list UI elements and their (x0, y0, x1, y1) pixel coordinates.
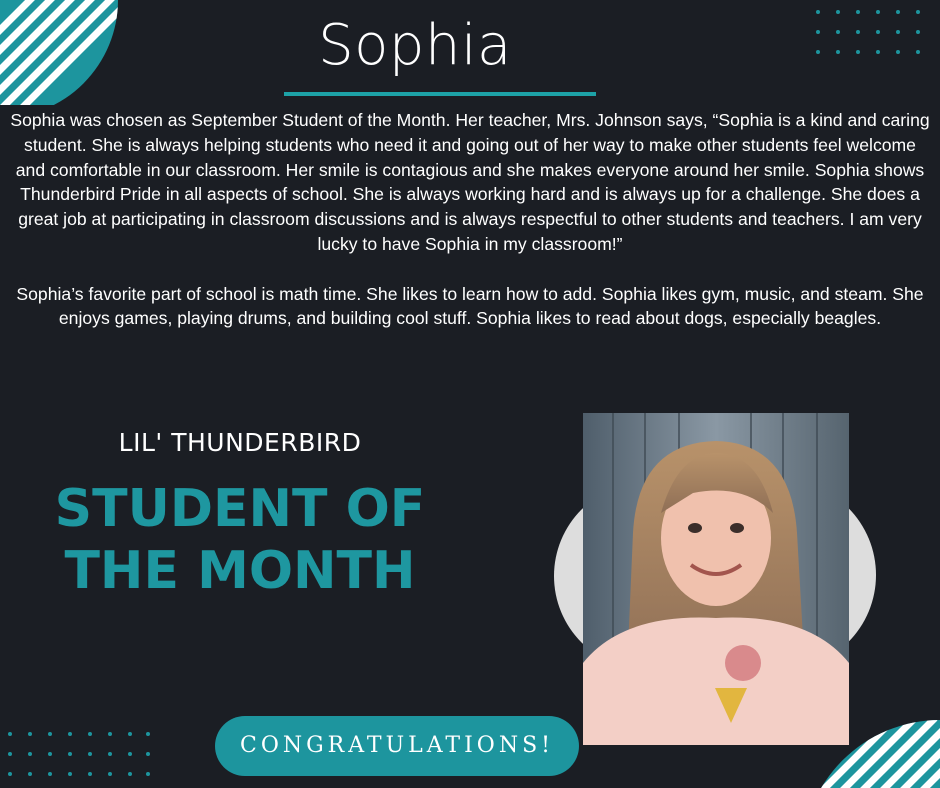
description-text (8, 108, 932, 356)
congratulations-banner: CONGRATULATIONS! (215, 716, 579, 776)
description-paragraph-2: Sophia’s favorite part of school is math time. She likes to learn how to add. Sophia likes gym, music, and steam. She enjoys games, playing drums, and building cool stuff. Sophia likes to read about dogs, especially beagles. (16, 283, 924, 329)
student-of-the-month-heading (20, 478, 460, 602)
dot-grid-top-right (812, 6, 937, 60)
heading-line-1: STUDENT OF (54, 479, 426, 539)
lil-thunderbird-subtitle: LIL' THUNDERBIRD (118, 428, 362, 457)
dot-grid-bottom-left (6, 728, 156, 788)
student-name-title: Sophia (318, 13, 512, 78)
student-photo (583, 413, 849, 745)
description-paragraph-1: Sophia was chosen as September Student of the Month. Her teacher, Mrs. Johnson says, “Sophia is a kind and caring student. She is always helping students who need it and going out of her way to make other students feel welcome and comfortable in our classroom. Her smile is contagious and she makes everyone around her smile. Sophia shows Thunderbird Pride in all aspects of school. She is always working hard and is always up for a challenge. She does a great job at participating in classroom discussions and is always respectful to other students and teachers. I am very lucky to have Sophia in my classroom!” (10, 110, 930, 254)
corner-stripes-top-left (0, 0, 120, 105)
title-underline (284, 92, 596, 96)
heading-line-2: THE MONTH (64, 541, 416, 601)
